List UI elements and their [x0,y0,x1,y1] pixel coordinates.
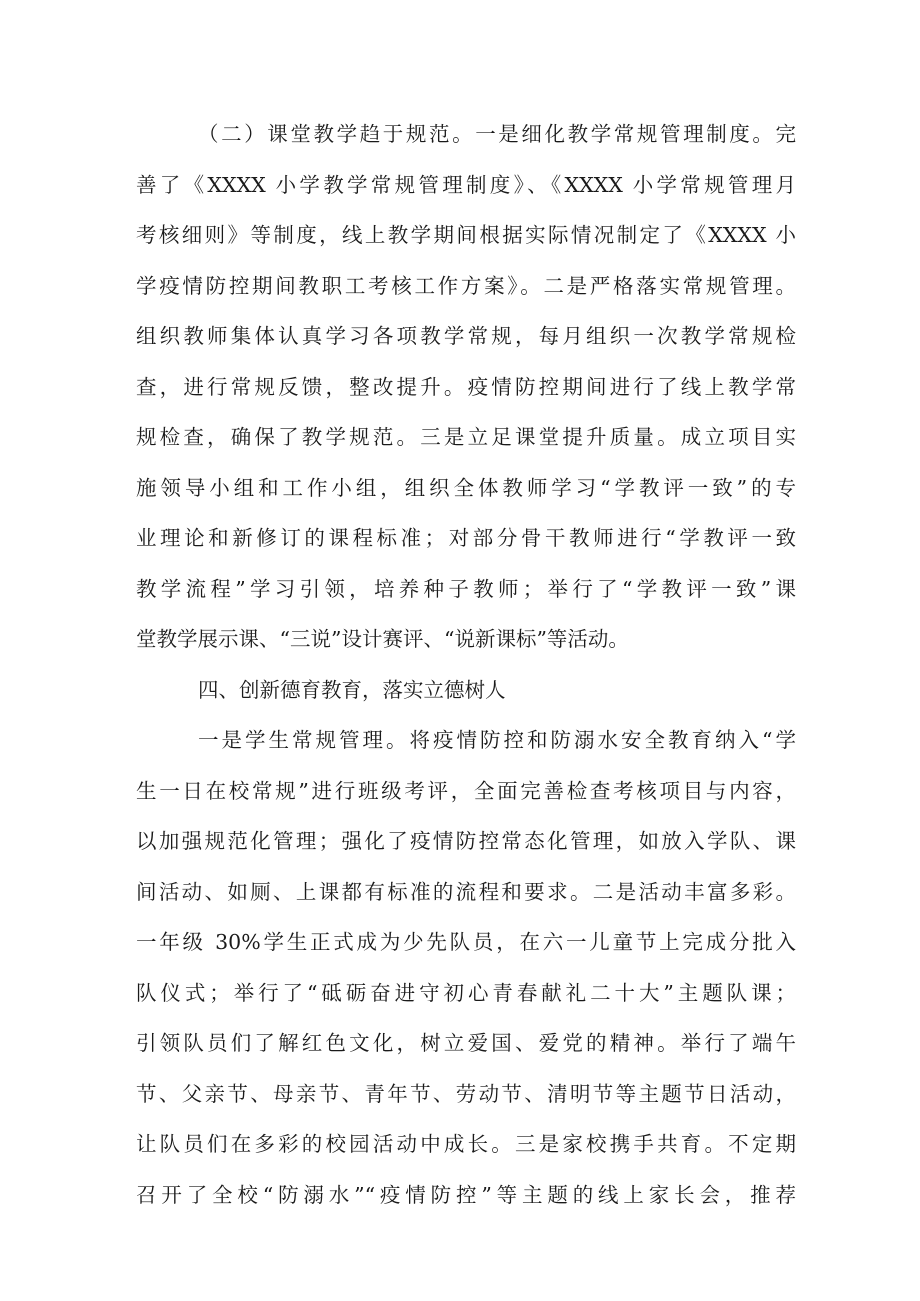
paragraph-line: 考核细则》等制度，线上教学期间根据实际情况制定了《XXXX 小 [136,223,796,247]
paragraph-line: 一是学生常规管理。将疫情防控和防溺水安全教育纳入“学 [198,728,796,752]
paragraph-line: 召开了全校“防溺水”“疫情防控”等主题的线上家长会，推荐 [136,1182,796,1207]
paragraph-line: 教学流程”学习引领，培养种子教师；举行了“学教评一致”课 [136,576,796,601]
paragraph-line: 施领导小组和工作小组，组织全体教师学习“学教评一致”的专 [136,475,796,500]
paragraph-line: 队仪式；举行了“砥砺奋进守初心青春献礼二十大”主题队课； [136,980,796,1005]
paragraph-line: （二）课堂教学趋于规范。一是细化教学常规管理制度。完 [198,122,796,146]
paragraph-line: 生一日在校常规”进行班级考评，全面完善检查考核项目与内容， [136,778,796,803]
paragraph-line: 业理论和新修订的课程标准；对部分骨干教师进行“学教评一致 [136,526,796,550]
paragraph-line: 善了《XXXX 小学教学常规管理制度》、《XXXX 小学常规管理月 [136,172,796,197]
paragraph-line: 以加强规范化管理；强化了疫情防控常态化管理，如放入学队、课 [136,829,796,853]
document-body [136,109,796,1220]
paragraph-line: 让队员们在多彩的校园活动中成长。三是家校携手共育。不定期 [136,1132,796,1156]
paragraph-line: 查，进行常规反馈，整改提升。疫情防控期间进行了线上教学常 [136,374,796,399]
paragraph-line: 一年级 30%学生正式成为少先队员，在六一儿童节上完成分批入 [136,930,796,954]
paragraph-line: 节、父亲节、母亲节、青年节、劳动节、清明节等主题节日活动， [136,1081,796,1106]
paragraph-line: 引领队员们了解红色文化，树立爱国、爱党的精神。举行了端午 [136,1031,796,1055]
paragraph-line: 堂教学展示课、“三说”设计赛评、“说新课标”等活动。 [136,627,629,651]
paragraph-line: 学疫情防控期间教职工考核工作方案》。二是严格落实常规管理。 [136,273,796,298]
paragraph-line: 规检查，确保了教学规范。三是立足课堂提升质量。成立项目实 [136,425,796,449]
paragraph-line: 组织教师集体认真学习各项教学常规，每月组织一次教学常规检 [136,324,796,348]
paragraph-line: 间活动、如厕、上课都有标准的流程和要求。二是活动丰富多彩。 [136,879,796,904]
section-heading: 四、创新德育教育，落实立德树人 [198,677,506,702]
